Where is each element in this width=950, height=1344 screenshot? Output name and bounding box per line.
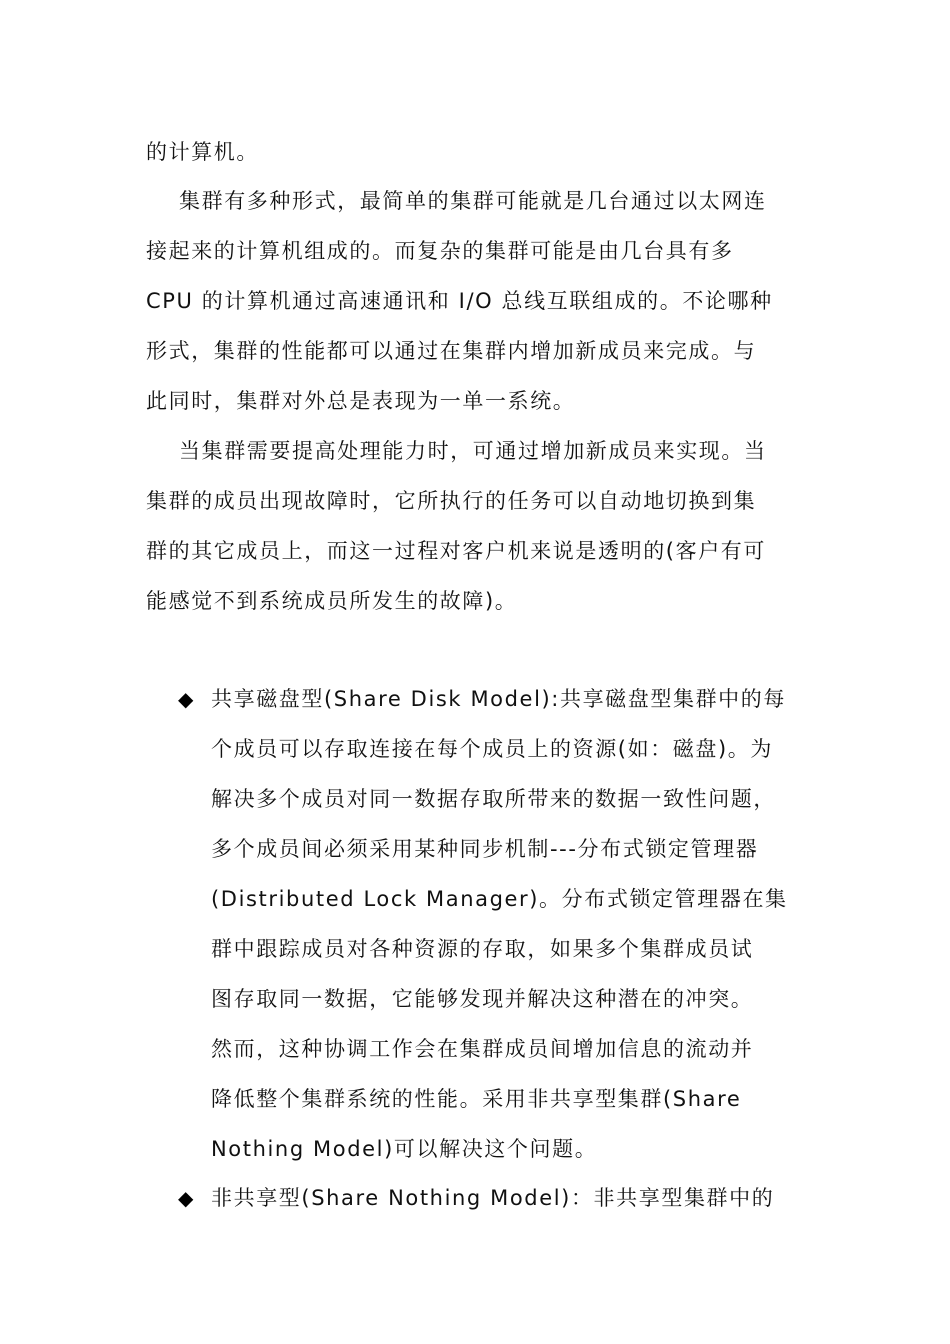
paragraph-line: 接起来的计算机组成的。而复杂的集群可能是由几台具有多 xyxy=(146,239,734,263)
bullet-line: 然而，这种协调工作会在集群成员间增加信息的流动并 xyxy=(211,1037,754,1061)
paragraph-line: 此同时，集群对外总是表现为一单一系统。 xyxy=(146,389,576,413)
paragraph-line: 集群的成员出现故障时，它所执行的任务可以自动地切换到集 xyxy=(146,489,757,513)
bullet-line: 解决多个成员对同一数据存取所带来的数据一致性问题， xyxy=(211,787,776,811)
bullet-line: 图存取同一数据，它能够发现并解决这种潜在的冲突。 xyxy=(211,987,754,1011)
bullet-line: (Distributed Lock Manager)。分布式锁定管理器在集 xyxy=(211,887,788,911)
bullet-line: 个成员可以存取连接在每个成员上的资源(如：磁盘)。为 xyxy=(211,737,773,761)
bullet-line: Nothing Model)可以解决这个问题。 xyxy=(211,1137,598,1161)
bullet-line: 共享磁盘型(Share Disk Model):共享磁盘型集群中的每 xyxy=(211,687,786,711)
diamond-bullet-icon: ◆ xyxy=(178,1186,194,1210)
bullet-line: 降低整个集群系统的性能。采用非共享型集群(Share xyxy=(211,1087,742,1111)
bullet-line: 群中跟踪成员对各种资源的存取，如果多个集群成员试 xyxy=(211,937,754,961)
diamond-bullet-icon: ◆ xyxy=(178,687,194,711)
bullet-line: 非共享型(Share Nothing Model)：非共享型集群中的 xyxy=(211,1186,775,1210)
paragraph-line: 当集群需要提高处理能力时，可通过增加新成员来实现。当 xyxy=(179,439,767,463)
paragraph-line: 形式，集群的性能都可以通过在集群内增加新成员来完成。与 xyxy=(146,339,757,363)
bullet-line: 多个成员间必须采用某种同步机制---分布式锁定管理器 xyxy=(211,837,759,861)
paragraph-line: 能感觉不到系统成员所发生的故障)。 xyxy=(146,589,518,613)
paragraph-line: CPU 的计算机通过高速通讯和 I/O 总线互联组成的。不论哪种 xyxy=(146,289,773,313)
paragraph-line: 群的其它成员上，而这一过程对客户机来说是透明的(客户有可 xyxy=(146,539,766,563)
paragraph-continuation-line: 的计算机。 xyxy=(146,140,259,164)
paragraph-line: 集群有多种形式，最简单的集群可能就是几台通过以太网连 xyxy=(179,189,767,213)
